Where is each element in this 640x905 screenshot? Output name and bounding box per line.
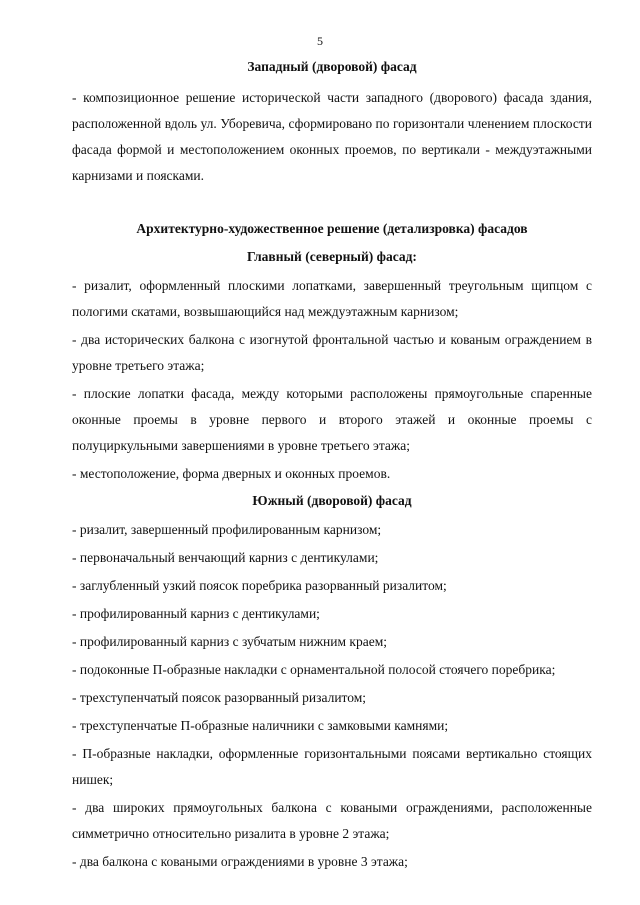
west-facade-paragraph: - композиционное решение исторической части западного (дворового) фасада здания, расположенной вдоль ул. Уборевича, сформировано по горизонтали членением плоскости фасада формой и местоположением оконных проемов, по вертикали - междуэтажными карнизами и поясками.: [72, 90, 592, 183]
north-facade-heading: Главный (северный) фасад:: [247, 249, 417, 264]
list-item: - ризалит, завершенный профилированным карнизом;: [72, 522, 382, 537]
facade-details-section: [72, 217, 592, 487]
list-item: - заглубленный узкий поясок поребрика разорванный ризалитом;: [72, 578, 447, 593]
list-item: - П-образные накладки, оформленные горизонтальными поясами вертикально стоящих нишек;: [72, 746, 592, 787]
page-content: [72, 55, 592, 877]
west-facade-section: [72, 55, 592, 189]
list-item: - местоположение, форма дверных и оконных проемов.: [72, 466, 391, 481]
north-facade-list: [72, 273, 592, 487]
list-item: - трехступенчатый поясок разорванный ризалитом;: [72, 690, 367, 705]
facade-details-heading: Архитектурно-художественное решение (детализровка) фасадов: [136, 221, 528, 236]
page-number: 5: [317, 34, 323, 48]
list-item: - два широких прямоугольных балкона с коваными ограждениями, расположенные симметрично относительно ризалита в уровне 2 этажа;: [72, 800, 592, 841]
list-item: - трехступенчатые П-образные наличники с замковыми камнями;: [72, 718, 449, 733]
south-facade-section: [72, 489, 592, 875]
list-item: - плоские лопатки фасада, между которыми расположены прямоугольные спаренные оконные проемы в уровне первого и второго этажей и оконные проемы с полуциркульными завершениями в уровне третьего этажа;: [72, 386, 592, 453]
list-item: - профилированный карниз с дентикулами;: [72, 606, 320, 621]
list-item: - ризалит, оформленный плоскими лопатками, завершенный треугольным щипцом с пологими скатами, возвышающийся над междуэтажным карнизом;: [72, 278, 592, 319]
west-facade-heading: Западный (дворовой) фасад: [247, 59, 417, 74]
list-item: - два исторических балкона с изогнутой фронтальной частью и кованым ограждением в уровне третьего этажа;: [72, 332, 592, 373]
list-item: - два балкона с коваными ограждениями в уровне 3 этажа;: [72, 854, 408, 869]
list-item: - профилированный карниз с зубчатым нижним краем;: [72, 634, 387, 649]
south-facade-heading: Южный (дворовой) фасад: [252, 493, 412, 508]
list-item: - первоначальный венчающий карниз с дентикулами;: [72, 550, 379, 565]
south-facade-list: [72, 517, 592, 875]
list-item: - подоконные П-образные накладки с орнаментальной полосой стоячего поребрика;: [72, 662, 556, 677]
